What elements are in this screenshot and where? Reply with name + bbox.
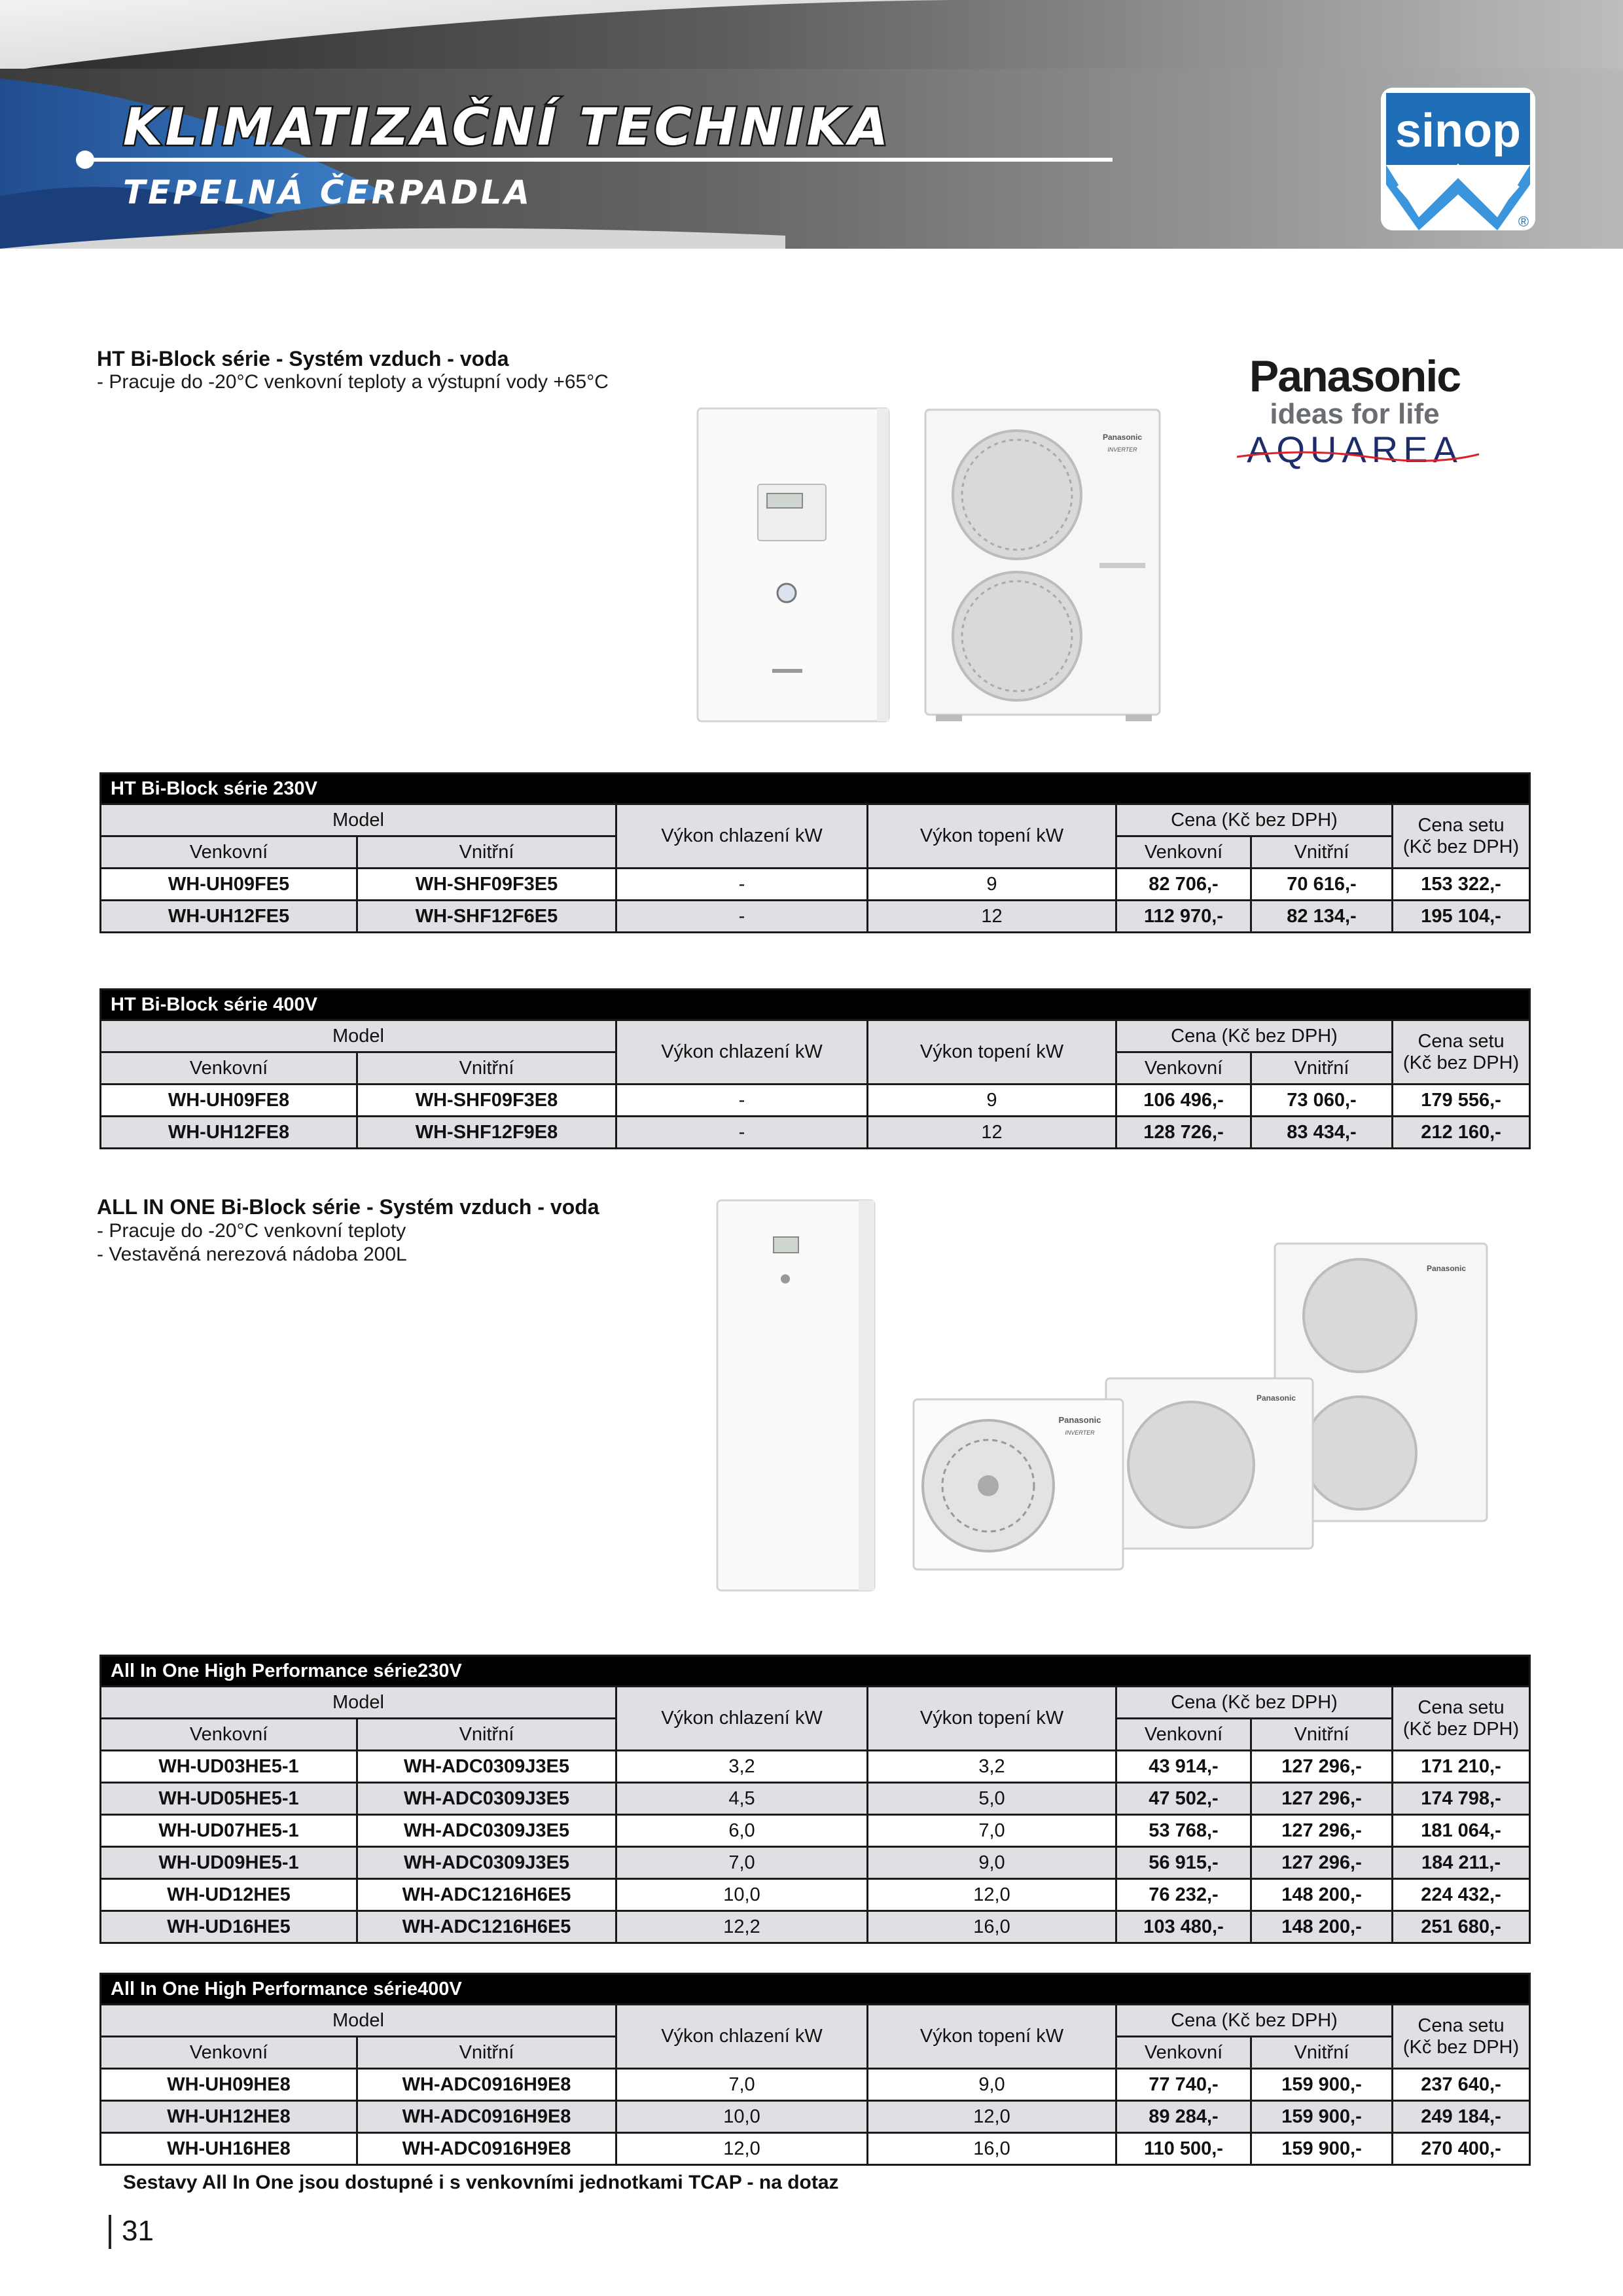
cell-cooling: - bbox=[616, 901, 868, 933]
cell-indoor-model: WH-ADC0309J3E5 bbox=[357, 1847, 616, 1879]
cell-price-outdoor: 103 480,- bbox=[1116, 1911, 1251, 1943]
cell-set-price: 237 640,- bbox=[1393, 2069, 1530, 2101]
cell-set-price: 153 322,- bbox=[1393, 869, 1530, 901]
cell-set-price: 179 556,- bbox=[1393, 1085, 1530, 1117]
header-heating: Výkon topení kW bbox=[868, 804, 1116, 869]
brand-product-line bbox=[1224, 428, 1486, 471]
header-indoor: Vnitřní bbox=[357, 2037, 616, 2069]
cell-cooling: 4,5 bbox=[616, 1783, 868, 1815]
unit-inverter-label: INVERTER bbox=[1107, 446, 1137, 453]
aquarea-swoosh-icon bbox=[1224, 428, 1486, 474]
header-model: Model bbox=[101, 1020, 616, 1052]
price-table-aio-400v bbox=[99, 1973, 1531, 2166]
cell-price-indoor: 159 900,- bbox=[1251, 2133, 1393, 2165]
header-set-price-line-1: Cena setu bbox=[1418, 1696, 1505, 1718]
header-set-price-line-1: Cena setu bbox=[1418, 814, 1505, 836]
cell-price-indoor: 148 200,- bbox=[1251, 1911, 1393, 1943]
header-set-price bbox=[1393, 804, 1530, 869]
cell-price-indoor: 127 296,- bbox=[1251, 1783, 1393, 1815]
table-caption: All In One High Performance série400V bbox=[101, 1974, 1530, 2005]
table-caption: HT Bi-Block série 400V bbox=[101, 990, 1530, 1020]
header-price: Cena (Kč bez DPH) bbox=[1116, 1020, 1393, 1052]
cell-price-outdoor: 53 768,- bbox=[1116, 1815, 1251, 1847]
header-price-indoor: Vnitřní bbox=[1251, 836, 1393, 869]
cell-price-outdoor: 47 502,- bbox=[1116, 1783, 1251, 1815]
cell-indoor-model: WH-ADC1216H6E5 bbox=[357, 1911, 616, 1943]
header-set-price bbox=[1393, 2005, 1530, 2069]
cell-outdoor-model: WH-UD05HE5-1 bbox=[101, 1783, 357, 1815]
unit-brand-label: Panasonic bbox=[1058, 1415, 1101, 1425]
cell-set-price: 195 104,- bbox=[1393, 901, 1530, 933]
header-set-price-line-2: (Kč bez DPH) bbox=[1402, 836, 1520, 857]
table-row bbox=[101, 2133, 1530, 2165]
header-model: Model bbox=[101, 2005, 616, 2037]
cell-price-outdoor: 43 914,- bbox=[1116, 1751, 1251, 1783]
cell-heating: 12 bbox=[868, 901, 1116, 933]
cell-cooling: 12,2 bbox=[616, 1911, 868, 1943]
footnote: Sestavy All In One jsou dostupné i s venkovními jednotkami TCAP - na dotaz bbox=[123, 2172, 839, 2193]
table-caption: HT Bi-Block série 230V bbox=[101, 774, 1530, 804]
cell-indoor-model: WH-ADC0916H9E8 bbox=[357, 2101, 616, 2133]
cell-indoor-model: WH-SHF09F3E5 bbox=[357, 869, 616, 901]
cell-cooling: 10,0 bbox=[616, 2101, 868, 2133]
page-title: KLIMATIZAČNÍ TECHNIKA bbox=[123, 98, 891, 157]
cell-price-outdoor: 110 500,- bbox=[1116, 2133, 1251, 2165]
page-number-bar bbox=[109, 2215, 111, 2249]
cell-outdoor-model: WH-UD16HE5 bbox=[101, 1911, 357, 1943]
logo-text: sinop bbox=[1395, 105, 1521, 157]
cell-outdoor-model: WH-UD12HE5 bbox=[101, 1879, 357, 1911]
header-cooling: Výkon chlazení kW bbox=[616, 1687, 868, 1751]
cell-price-indoor: 83 434,- bbox=[1251, 1117, 1393, 1149]
cell-heating: 9 bbox=[868, 1085, 1116, 1117]
table-row bbox=[101, 1117, 1530, 1149]
table-row bbox=[101, 869, 1530, 901]
header-price-outdoor: Venkovní bbox=[1116, 1052, 1251, 1085]
cell-heating: 12,0 bbox=[868, 2101, 1116, 2133]
cell-heating: 9,0 bbox=[868, 1847, 1116, 1879]
cell-indoor-model: WH-SHF09F3E8 bbox=[357, 1085, 616, 1117]
cell-cooling: - bbox=[616, 1085, 868, 1117]
unit-brand-label: Panasonic bbox=[1426, 1264, 1467, 1273]
header-price: Cena (Kč bez DPH) bbox=[1116, 2005, 1393, 2037]
header-set-price bbox=[1393, 1020, 1530, 1085]
cell-indoor-model: WH-ADC0309J3E5 bbox=[357, 1783, 616, 1815]
header-price: Cena (Kč bez DPH) bbox=[1116, 804, 1393, 836]
cell-cooling: 7,0 bbox=[616, 2069, 868, 2101]
aquarea-text: AQUAREA bbox=[1247, 429, 1463, 470]
cell-price-indoor: 73 060,- bbox=[1251, 1085, 1393, 1117]
cell-price-outdoor: 56 915,- bbox=[1116, 1847, 1251, 1879]
cell-outdoor-model: WH-UH09FE5 bbox=[101, 869, 357, 901]
header-set-price-line-1: Cena setu bbox=[1418, 2015, 1505, 2036]
cell-price-outdoor: 76 232,- bbox=[1116, 1879, 1251, 1911]
header-cooling: Výkon chlazení kW bbox=[616, 804, 868, 869]
price-table-ht-230v bbox=[99, 772, 1531, 933]
header-price: Cena (Kč bez DPH) bbox=[1116, 1687, 1393, 1719]
header-cooling: Výkon chlazení kW bbox=[616, 1020, 868, 1085]
cell-price-indoor: 159 900,- bbox=[1251, 2069, 1393, 2101]
header-price-outdoor: Venkovní bbox=[1116, 836, 1251, 869]
unit-brand-label: Panasonic bbox=[1256, 1393, 1296, 1403]
header-outdoor: Venkovní bbox=[101, 2037, 357, 2069]
cell-outdoor-model: WH-UH12FE5 bbox=[101, 901, 357, 933]
table-row bbox=[101, 1783, 1530, 1815]
cell-outdoor-model: WH-UH09FE8 bbox=[101, 1085, 357, 1117]
all-in-one-units-image bbox=[713, 1198, 1525, 1597]
cell-price-indoor: 82 134,- bbox=[1251, 901, 1393, 933]
cell-indoor-model: WH-SHF12F6E5 bbox=[357, 901, 616, 933]
cell-price-indoor: 159 900,- bbox=[1251, 2101, 1393, 2133]
cell-price-outdoor: 112 970,- bbox=[1116, 901, 1251, 933]
cell-indoor-model: WH-ADC0916H9E8 bbox=[357, 2133, 616, 2165]
table-row bbox=[101, 1751, 1530, 1783]
cell-cooling: 6,0 bbox=[616, 1815, 868, 1847]
cell-set-price: 184 211,- bbox=[1393, 1847, 1530, 1879]
table-row bbox=[101, 901, 1530, 933]
header-set-price bbox=[1393, 1687, 1530, 1751]
price-table-aio-230v bbox=[99, 1655, 1531, 1944]
cell-price-outdoor: 106 496,- bbox=[1116, 1085, 1251, 1117]
cell-indoor-model: WH-ADC0309J3E5 bbox=[357, 1815, 616, 1847]
table-row bbox=[101, 2101, 1530, 2133]
cell-heating: 12 bbox=[868, 1117, 1116, 1149]
cell-set-price: 171 210,- bbox=[1393, 1751, 1530, 1783]
header-outdoor: Venkovní bbox=[101, 1052, 357, 1085]
header-indoor: Vnitřní bbox=[357, 1719, 616, 1751]
section2-title: ALL IN ONE Bi-Block série - Systém vzduch - voda bbox=[97, 1195, 599, 1219]
cell-heating: 12,0 bbox=[868, 1879, 1116, 1911]
price-table-ht-400v bbox=[99, 988, 1531, 1149]
header-price-indoor: Vnitřní bbox=[1251, 2037, 1393, 2069]
cell-heating: 9,0 bbox=[868, 2069, 1116, 2101]
table-row bbox=[101, 1815, 1530, 1847]
cell-indoor-model: WH-ADC1216H6E5 bbox=[357, 1879, 616, 1911]
header-model: Model bbox=[101, 1687, 616, 1719]
section2-line-1: - Pracuje do -20°C venkovní teploty bbox=[97, 1220, 406, 1242]
cell-heating: 16,0 bbox=[868, 2133, 1116, 2165]
cell-indoor-model: WH-SHF12F9E8 bbox=[357, 1117, 616, 1149]
header-model: Model bbox=[101, 804, 616, 836]
cell-cooling: 10,0 bbox=[616, 1879, 868, 1911]
unit-brand-label: Panasonic bbox=[1102, 433, 1143, 442]
cell-outdoor-model: WH-UD07HE5-1 bbox=[101, 1815, 357, 1847]
cell-set-price: 270 400,- bbox=[1393, 2133, 1530, 2165]
cell-price-indoor: 70 616,- bbox=[1251, 869, 1393, 901]
table-row bbox=[101, 1879, 1530, 1911]
cell-cooling: 7,0 bbox=[616, 1847, 868, 1879]
cell-heating: 7,0 bbox=[868, 1815, 1116, 1847]
table-row bbox=[101, 2069, 1530, 2101]
header-set-price-line-2: (Kč bez DPH) bbox=[1402, 1718, 1520, 1740]
header-outdoor: Venkovní bbox=[101, 1719, 357, 1751]
brand-tagline: ideas for life bbox=[1270, 398, 1440, 430]
cell-outdoor-model: WH-UH12HE8 bbox=[101, 2101, 357, 2133]
cell-cooling: 3,2 bbox=[616, 1751, 868, 1783]
cell-price-outdoor: 82 706,- bbox=[1116, 869, 1251, 901]
cell-price-outdoor: 89 284,- bbox=[1116, 2101, 1251, 2133]
header-outdoor: Venkovní bbox=[101, 836, 357, 869]
cell-set-price: 212 160,- bbox=[1393, 1117, 1530, 1149]
cell-outdoor-model: WH-UH12FE8 bbox=[101, 1117, 357, 1149]
unit-inverter-label: INVERTER bbox=[1065, 1429, 1095, 1436]
registered-mark: ® bbox=[1518, 213, 1529, 230]
cell-price-outdoor: 128 726,- bbox=[1116, 1117, 1251, 1149]
header-indoor: Vnitřní bbox=[357, 836, 616, 869]
header-set-price-line-2: (Kč bez DPH) bbox=[1402, 2036, 1520, 2058]
cell-outdoor-model: WH-UH16HE8 bbox=[101, 2133, 357, 2165]
cell-heating: 5,0 bbox=[868, 1783, 1116, 1815]
cell-indoor-model: WH-ADC0309J3E5 bbox=[357, 1751, 616, 1783]
cell-outdoor-model: WH-UH09HE8 bbox=[101, 2069, 357, 2101]
cell-price-outdoor: 77 740,- bbox=[1116, 2069, 1251, 2101]
header-set-price-line-1: Cena setu bbox=[1418, 1030, 1505, 1052]
cell-set-price: 249 184,- bbox=[1393, 2101, 1530, 2133]
panasonic-brand bbox=[1224, 351, 1486, 471]
cell-set-price: 224 432,- bbox=[1393, 1879, 1530, 1911]
header-price-outdoor: Venkovní bbox=[1116, 1719, 1251, 1751]
cell-price-indoor: 148 200,- bbox=[1251, 1879, 1393, 1911]
cell-set-price: 181 064,- bbox=[1393, 1815, 1530, 1847]
cell-outdoor-model: WH-UD09HE5-1 bbox=[101, 1847, 357, 1879]
cell-heating: 16,0 bbox=[868, 1911, 1116, 1943]
header-heating: Výkon topení kW bbox=[868, 1020, 1116, 1085]
cell-outdoor-model: WH-UD03HE5-1 bbox=[101, 1751, 357, 1783]
cell-set-price: 251 680,- bbox=[1393, 1911, 1530, 1943]
cell-price-indoor: 127 296,- bbox=[1251, 1815, 1393, 1847]
header-indoor: Vnitřní bbox=[357, 1052, 616, 1085]
cell-heating: 3,2 bbox=[868, 1751, 1116, 1783]
cell-cooling: 12,0 bbox=[616, 2133, 868, 2165]
cell-price-indoor: 127 296,- bbox=[1251, 1847, 1393, 1879]
cell-set-price: 174 798,- bbox=[1393, 1783, 1530, 1815]
table-row bbox=[101, 1847, 1530, 1879]
cell-indoor-model: WH-ADC0916H9E8 bbox=[357, 2069, 616, 2101]
header-heating: Výkon topení kW bbox=[868, 1687, 1116, 1751]
table-row bbox=[101, 1085, 1530, 1117]
section1-line: - Pracuje do -20°C venkovní teploty a výstupní vody +65°C bbox=[97, 371, 609, 393]
cell-price-indoor: 127 296,- bbox=[1251, 1751, 1393, 1783]
header-price-indoor: Vnitřní bbox=[1251, 1052, 1393, 1085]
section2-line-2: - Vestavěná nerezová nádoba 200L bbox=[97, 1244, 407, 1265]
brand-name: Panasonic bbox=[1249, 351, 1461, 401]
header-set-price-line-2: (Kč bez DPH) bbox=[1402, 1052, 1520, 1073]
header-price-indoor: Vnitřní bbox=[1251, 1719, 1393, 1751]
cell-heating: 9 bbox=[868, 869, 1116, 901]
table-row bbox=[101, 1911, 1530, 1943]
cell-cooling: - bbox=[616, 1117, 868, 1149]
table-caption: All In One High Performance série230V bbox=[101, 1656, 1530, 1687]
ht-bi-block-units-image bbox=[694, 406, 1165, 726]
header-heating: Výkon topení kW bbox=[868, 2005, 1116, 2069]
header-price-outdoor: Venkovní bbox=[1116, 2037, 1251, 2069]
section1-title: HT Bi-Block série - Systém vzduch - voda bbox=[97, 347, 509, 370]
page-number: 31 bbox=[122, 2215, 154, 2247]
cell-cooling: - bbox=[616, 869, 868, 901]
sinop-logo bbox=[1380, 86, 1537, 232]
page-subtitle: TEPELNÁ ČERPADLA bbox=[123, 173, 533, 211]
header-cooling: Výkon chlazení kW bbox=[616, 2005, 868, 2069]
